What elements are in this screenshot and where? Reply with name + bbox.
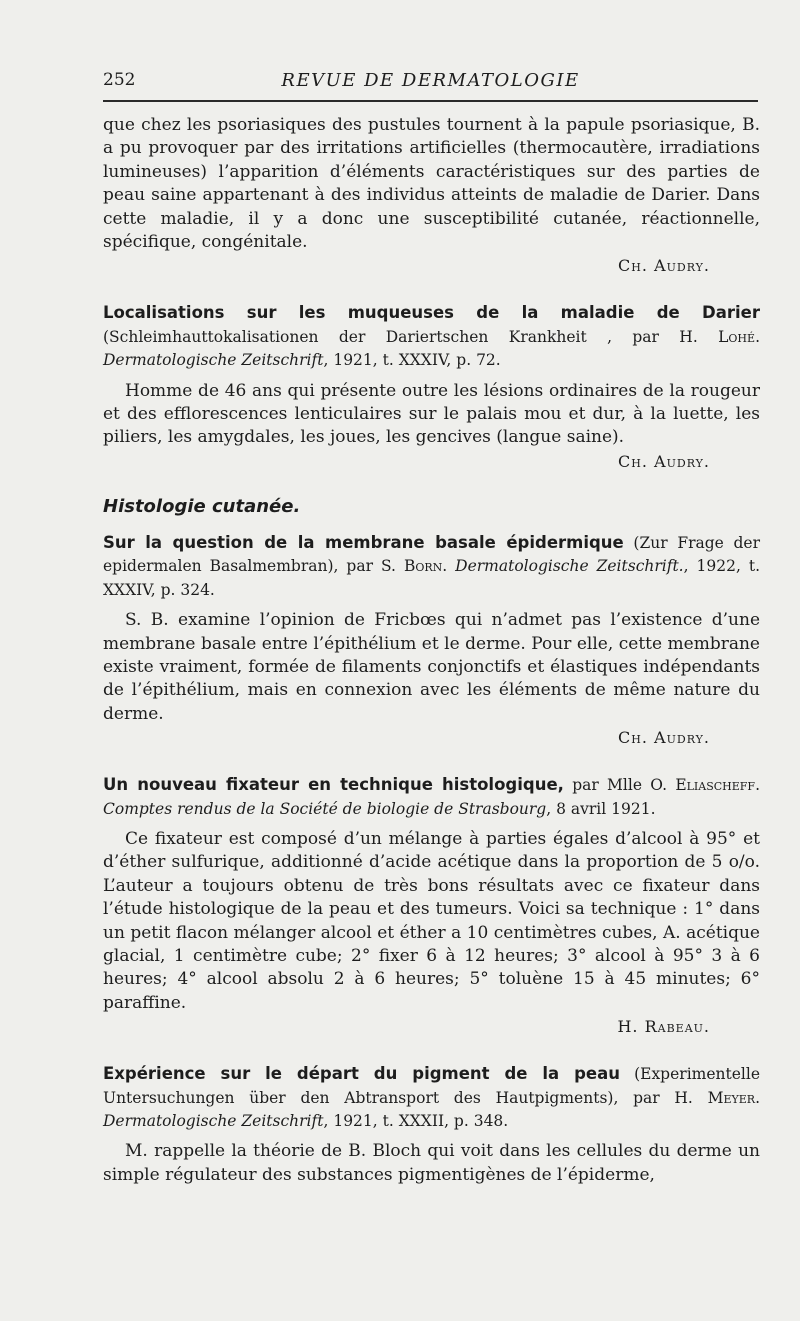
- article-journal: Comptes rendus de la Société de biologie de Strasbourg: [103, 799, 547, 818]
- article-title: Localisations sur les muqueuses de la maladie de Darier: [103, 303, 760, 323]
- article-title: Sur la question de la membrane basale épidermique: [103, 532, 624, 552]
- article-ref-end: , 1921, t. XXXII, p. 348.: [323, 1112, 509, 1130]
- section-title: Histologie cutanée.: [103, 495, 301, 517]
- article-journal: Dermatologische Zeitschrift: [103, 351, 324, 370]
- article-signature: Ch. Audry.: [618, 728, 710, 748]
- article-ref-sep: .: [755, 776, 760, 795]
- running-head: [103, 70, 758, 102]
- article-paragraph: Homme de 46 ans qui présente outre les lésions ordinaires de la rougeur et des efflorescences lenticulaires sur le palais mou et dur, à la luette, les piliers, les amygdales, les joues, les gencives (langue saine).: [103, 380, 760, 448]
- article-darier-muqueuses: [103, 301, 760, 473]
- article-journal: Dermatologische Zeitschrift: [103, 1112, 324, 1130]
- article-ref: (Zur Frage der epidermalen Basalmembran), par S.: [103, 533, 760, 576]
- intro-paragraph: que chez les psoriasiques des pustules tournent à la papule psoriasique, B. a pu provoquer par des irritations artificielles (thermocautère, irradiations lumineuses) l’apparition d’éléments caractéristiques sur des parties de peau saine appartenant à des individus atteints de maladie de Darier. Dans cette maladie, il y a donc une susceptibilité cutanée, réactionnelle, spécifique, congénitale.: [103, 115, 760, 253]
- article-author: Meyer: [707, 1088, 756, 1107]
- page-body: [103, 114, 760, 1187]
- article-heading: [103, 531, 760, 602]
- article-ref-sep: .: [755, 327, 760, 346]
- article-heading: [103, 1062, 760, 1133]
- article-author: Born: [403, 557, 443, 576]
- journal-title: REVUE DE DERMATOLOGIE: [281, 70, 580, 91]
- intro-signature: Ch. Audry.: [618, 256, 710, 276]
- article-fixateur: [103, 773, 760, 1039]
- article-title: Un nouveau fixateur en technique histologique,: [103, 775, 564, 795]
- article-ref-sep: .: [442, 557, 456, 576]
- article-pigment: [103, 1062, 760, 1187]
- article-signature: H. Rabeau.: [617, 1017, 710, 1037]
- article-ref-end: , 1922, t. XXXIV, p. 324.: [103, 557, 761, 599]
- article-ref: par Mlle O.: [563, 776, 676, 795]
- article-membrane-basale: [103, 531, 760, 750]
- article-journal: Dermatologische Zeitschrift.: [455, 557, 684, 576]
- article-ref-end: , 8 avril 1921.: [546, 799, 656, 818]
- article-ref-sep: .: [755, 1088, 760, 1107]
- page-number: 252: [103, 70, 136, 90]
- article-paragraph: Ce fixateur est composé d’un mélange à parties égales d’alcool à 95° et d’éther sulfurique, additionné d’acide acétique dans la proportion de 5 o/o. L’auteur a toujours obtenu de très bons résultats avec ce fixateur dans l’étude histologique de la peau et des tumeurs. Voici sa technique : 1° dans un petit flacon mélanger alcool et éther a 10 centimètres cubes, A. acétique glacial, 1 centimètre cube; 2° fixer 6 à 12 heures; 3° alcool à 95° 3 à 6 heures; 4° alcool absolu 2 à 6 heures; 5° toluène 15 à 45 minutes; 6° paraffine.: [103, 828, 760, 1013]
- article-heading: [103, 773, 760, 821]
- article-paragraph: S. B. examine l’opinion de Fricbœs qui n’admet pas l’existence d’une membrane basale entre l’épithélium et le derme. Pour elle, cette membrane existe vraiment, formée de filaments conjonctifs et élastiques indépendants de l’épithélium, mais en connexion avec les éléments de même nature du derme.: [103, 610, 760, 724]
- article-heading: [103, 301, 760, 372]
- article-paragraph: M. rappelle la théorie de B. Bloch qui voit dans les cellules du derme un simple régulateur des substances pigmentigènes de l’épiderme,: [103, 1141, 760, 1185]
- article-author: Lohé: [718, 327, 756, 346]
- article-ref: (Schleimhauttokalisationen der Dariertschen Krankheit , par H.: [103, 327, 719, 346]
- article-author: Eliascheff: [675, 776, 756, 795]
- article-title: Expérience sur le départ du pigment de la peau: [103, 1064, 620, 1084]
- article-ref: (Experimentelle Untersuchungen über den Abtransport des Hautpigments), par H.: [103, 1065, 760, 1107]
- article-signature: Ch. Audry.: [618, 451, 710, 471]
- article-ref-end: , 1921, t. XXXIV, p. 72.: [323, 351, 501, 370]
